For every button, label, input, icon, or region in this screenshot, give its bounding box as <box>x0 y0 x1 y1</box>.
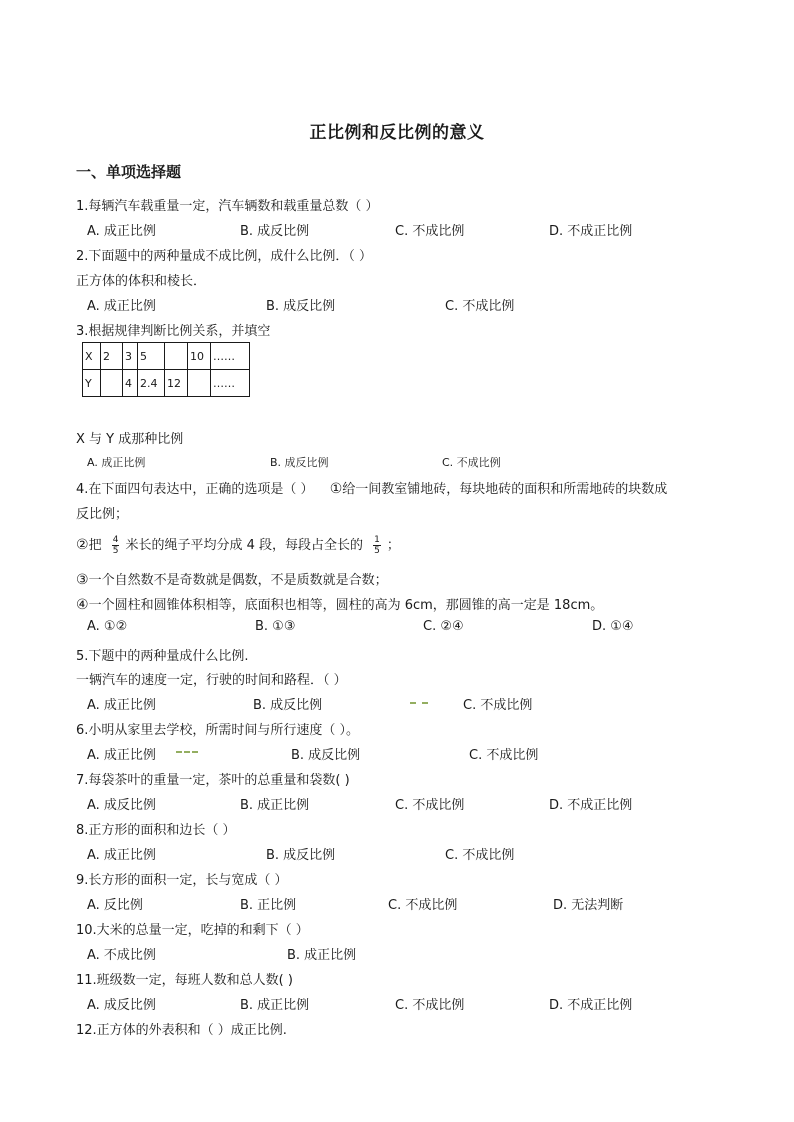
option-b[interactable]: B. 成反比例 <box>240 224 310 239</box>
table-cell <box>188 370 211 397</box>
table-cell: X <box>83 343 101 370</box>
fraction-one-fifth <box>373 535 381 556</box>
question-1-options <box>87 220 747 238</box>
option-b[interactable]: B. 成反比例 <box>270 456 329 469</box>
question-6: 6.小明从家里去学校，所需时间与所行速度（ ）。 <box>76 723 360 738</box>
table-row-y <box>83 370 250 397</box>
question-8: 8.正方形的面积和边长（ ） <box>76 823 236 838</box>
fraction-numerator: 1 <box>374 535 380 545</box>
question-2-options <box>87 295 747 313</box>
option-a[interactable]: A. 反比例 <box>87 898 143 913</box>
fraction-four-fifths <box>112 535 120 556</box>
option-a[interactable]: A. 成正比例 <box>87 698 156 713</box>
option-a[interactable]: A. ①② <box>87 619 128 634</box>
question-3-options <box>87 454 747 472</box>
question-7-options <box>87 794 747 812</box>
section-title: 一、单项选择题 <box>76 163 182 181</box>
fraction-numerator: 4 <box>112 535 119 545</box>
question-7: 7.每袋茶叶的重量一定，茶叶的总重量和袋数( ) <box>76 773 350 788</box>
option-a[interactable]: A. 成正比例 <box>87 299 156 314</box>
question-12: 12.正方体的外表积和（ ）成正比例. <box>76 1023 287 1038</box>
table-cell: 10 <box>188 343 211 370</box>
question-4-stem: 4.在下面四句表达中，正确的选项是（ ） <box>76 482 314 497</box>
question-5: 5.下题中的两种量成什么比例. <box>76 649 249 664</box>
statement-2 <box>76 534 400 556</box>
option-c[interactable]: C. 不成比例 <box>395 998 465 1013</box>
option-a[interactable]: A. 成反比例 <box>87 798 156 813</box>
table-cell: 3 <box>123 343 138 370</box>
statement-3 <box>76 569 388 588</box>
table-cell <box>165 343 188 370</box>
option-b[interactable]: B. 成正比例 <box>287 948 357 963</box>
question-9-options <box>87 894 747 912</box>
table-cell: 4 <box>123 370 138 397</box>
question-3-sub: X 与 Y 成那种比例 <box>76 432 184 447</box>
question-3: 3.根据规律判断比例关系，并填空 <box>76 324 271 339</box>
table-cell: 2.4 <box>138 370 165 397</box>
question-11: 11.班级数一定，每班人数和总人数( ) <box>76 973 293 988</box>
question-9: 9.长方形的面积一定，长与宽成（ ） <box>76 873 288 888</box>
question-10: 10.大米的总量一定，吃掉的和剩下（ ） <box>76 923 309 938</box>
option-b[interactable]: B. 正比例 <box>240 898 297 913</box>
table-cell: 5 <box>138 343 165 370</box>
table-cell: 2 <box>101 343 123 370</box>
statement-2-pre: 把 <box>88 538 102 553</box>
option-d[interactable]: D. 无法判断 <box>553 898 624 913</box>
option-b[interactable]: B. 成反比例 <box>253 698 323 713</box>
table-cell <box>101 370 123 397</box>
table-row-x <box>83 343 250 370</box>
option-c[interactable]: C. 不成比例 <box>442 456 501 469</box>
scribble-mark <box>176 751 198 755</box>
option-b[interactable]: B. 成正比例 <box>240 798 310 813</box>
circled-number: ② <box>76 537 89 553</box>
fraction-denominator: 5 <box>374 546 380 556</box>
option-c[interactable]: C. 不成比例 <box>445 299 515 314</box>
option-c[interactable]: C. 不成比例 <box>445 848 515 863</box>
question-2-sub: 正方体的体积和棱长． <box>76 274 207 289</box>
statement-4 <box>76 594 603 613</box>
statement-1: 给一间教室铺地砖，每块地砖的面积和所需地砖的块数成 <box>342 482 668 497</box>
option-c[interactable]: C. ②④ <box>423 619 464 634</box>
option-c[interactable]: C. 不成比例 <box>395 798 465 813</box>
question-4 <box>76 478 667 497</box>
question-10-options <box>87 944 747 962</box>
fraction-denominator: 5 <box>112 546 119 556</box>
question-2: 2.下面题中的两种量成不成比例，成什么比例．（ ） <box>76 249 373 264</box>
circled-number: ① <box>329 481 343 497</box>
option-a[interactable]: A. 不成比例 <box>87 948 156 963</box>
option-a[interactable]: A. 成正比例 <box>87 224 156 239</box>
option-b[interactable]: B. ①③ <box>255 619 296 634</box>
option-c[interactable]: C. 不成比例 <box>395 224 465 239</box>
table-cell: …… <box>211 370 250 397</box>
statement-1-cont: 反比例； <box>76 507 129 522</box>
option-c[interactable]: C. 不成比例 <box>388 898 458 913</box>
question-1: 1.每辆汽车载重量一定，汽车辆数和载重量总数（ ） <box>76 199 379 214</box>
table-cell: …… <box>211 343 250 370</box>
table-cell: 12 <box>165 370 188 397</box>
question-11-options <box>87 994 747 1012</box>
option-d[interactable]: D. ①④ <box>592 619 634 634</box>
option-a[interactable]: A. 成正比例 <box>87 456 146 469</box>
option-c[interactable]: C. 不成比例 <box>463 698 533 713</box>
option-b[interactable]: B. 成反比例 <box>291 748 361 763</box>
statement-4-text: 一个圆柱和圆锥体积相等，底面积也相等，圆柱的高为 6cm，那圆锥的高一定是 18cm。 <box>88 598 604 613</box>
circled-number: ④ <box>76 597 89 613</box>
statement-2-mid: 米长的绳子平均分成 4 段，每段占全长的 <box>125 538 363 553</box>
option-a[interactable]: A. 成正比例 <box>87 748 156 763</box>
option-b[interactable]: B. 成反比例 <box>266 299 336 314</box>
question-8-options <box>87 844 747 862</box>
scribble-mark <box>410 702 428 706</box>
question-5-sub: 一辆汽车的速度一定，行驶的时间和路程．（ ） <box>76 673 347 688</box>
option-a[interactable]: A. 成正比例 <box>87 848 156 863</box>
option-a[interactable]: A. 成反比例 <box>87 998 156 1013</box>
option-d[interactable]: D. 不成正比例 <box>549 798 633 813</box>
page-title: 正比例和反比例的意义 <box>309 123 485 143</box>
table-cell: Y <box>83 370 101 397</box>
statement-2-end: ； <box>386 538 400 553</box>
question-4-options <box>87 619 747 637</box>
circled-number: ③ <box>76 572 89 588</box>
xy-table <box>82 342 250 397</box>
option-b[interactable]: B. 成正比例 <box>240 998 310 1013</box>
option-d[interactable]: D. 不成正比例 <box>549 224 633 239</box>
option-d[interactable]: D. 不成正比例 <box>549 998 633 1013</box>
option-b[interactable]: B. 成反比例 <box>266 848 336 863</box>
statement-3-text: 一个自然数不是奇数就是偶数，不是质数就是合数； <box>88 573 388 588</box>
option-c[interactable]: C. 不成比例 <box>469 748 539 763</box>
